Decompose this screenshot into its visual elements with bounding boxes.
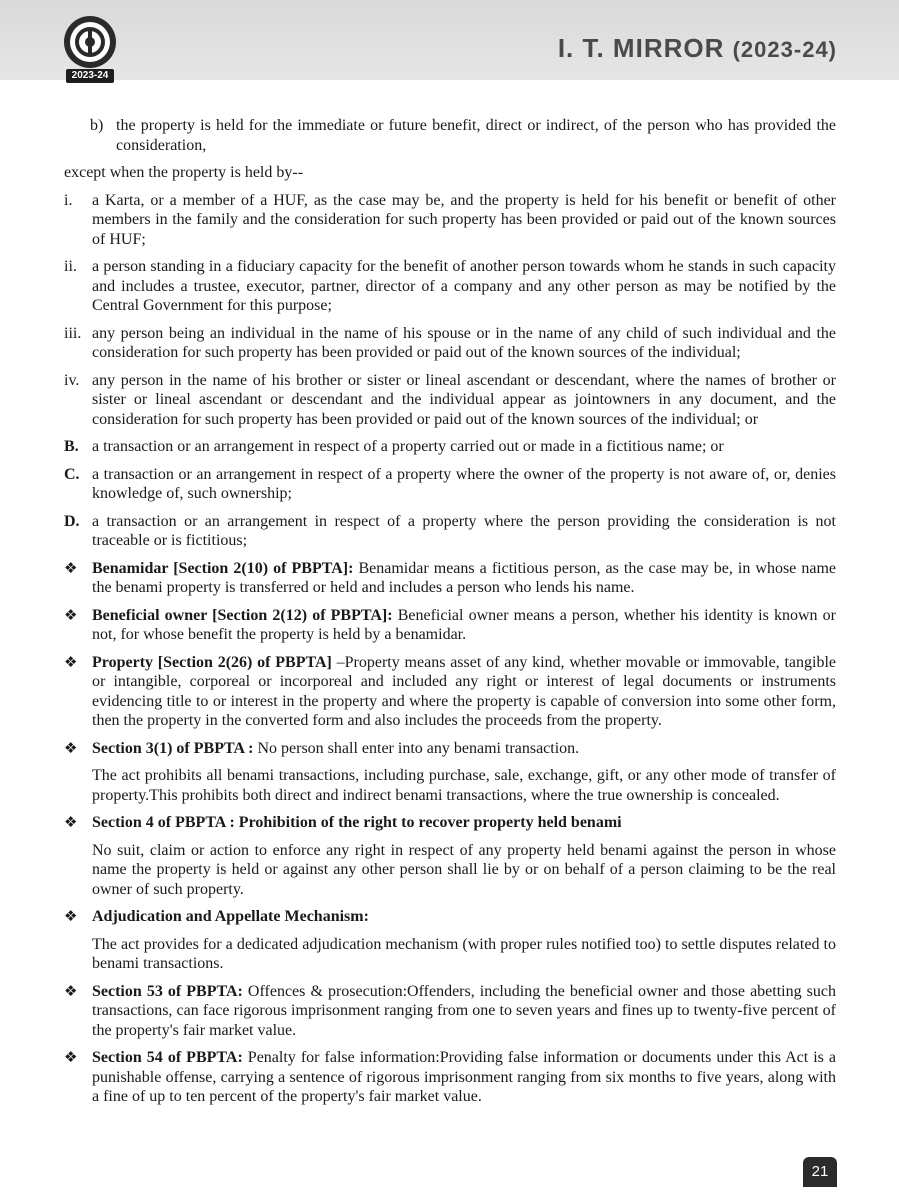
logo-year-badge: 2023-24 [66,69,114,83]
bullet-body: Offences & prosecution:Offenders, including the beneficial owner and those abetting such transactions, can face rigorous imprisonment ranging from one to seven years and fines up to twenty-five percent of the property's fair market value. [92,982,837,1039]
bullet-icon: ❖ [64,738,78,757]
bullet-icon: ❖ [64,1048,78,1066]
bullet-item [64,606,836,645]
bullet-icon: ❖ [64,981,78,1000]
roman-item [64,191,836,250]
page-number: 21 [803,1157,837,1187]
bullet-item [64,1048,836,1107]
item-label: B. [64,438,79,455]
bullet-head: Property [Section 2(26) of PBPTA] [92,653,332,671]
item-text: any person in the name of his brother or sister or lineal ascendant or descendant, where the names of brother or sister or lineal ascendant or descendant and the individual appear as jointowners in any document, and the consideration for such property has been provided or paid out of the known sources of the individual; or [92,371,836,428]
bullet-text [92,982,836,1041]
cap-item [64,437,836,457]
cap-item [64,465,836,504]
bullet-icon: ❖ [64,605,78,624]
bullet-text [92,606,836,645]
bullet-head: Section 53 of PBPTA: [92,982,243,1000]
item-label: i. [64,191,73,209]
item-text: a person standing in a fiduciary capacity for the benefit of another person towards whom he stands in such capacity and includes a trustee, executor, partner, director of a company and any other person as may be notified by the Central Government for this purpose; [92,258,836,314]
page-title [558,33,837,64]
item-label: iv. [64,371,80,389]
except-line: except when the property is held by-- [64,164,304,181]
item-label: ii. [64,258,77,275]
document-body [64,116,836,1115]
bullet-text [92,813,836,833]
bullet-icon: ❖ [64,813,78,831]
item-label: iii. [64,324,82,342]
bullet-head: Section 54 of PBPTA: [92,1049,243,1066]
bullet-head: Section 4 of PBPTA : Prohibition of the right to recover property held benami [92,814,622,831]
bullet-text [92,1048,836,1107]
item-text: any person being an individual in the name of his spouse or in the name of any child of such individual and the consideration for such property has been provided or paid out of the known sources of the individual; [92,324,836,361]
roman-item [64,257,836,316]
bullet-item [64,739,836,759]
item-text: a transaction or an arrangement in respect of a property where the owner of the property is not aware of, or, denies knowledge of, such ownership; [92,465,836,502]
title-text: I. T. MIRROR [557,33,725,63]
bullet-body: –Property means asset of any kind, whether movable or immovable, tangible or intangible, corporeal or incorporeal and included any right or interest of legal documents or instruments evidencing title to or interest in the property and where the property is capable of conversion into some other form, then the property in the converted form and also includes the proceeds from the property. [92,653,836,729]
bullet-item [64,653,836,731]
bullet-item [64,813,836,833]
cap-item [64,512,836,551]
bullet-icon: ❖ [64,558,78,577]
bullet-head: Adjudication and Appellate Mechanism: [92,908,369,925]
bullet-icon: ❖ [64,652,78,671]
bullet-item [64,982,836,1041]
item-text: a transaction or an arrangement in respect of a property carried out or made in a fictitious name; or [92,438,724,455]
bullet-paragraph: The act prohibits all benami transactions, including purchase, sale, exchange, gift, or any other mode of transfer of property.This prohibits both direct and indirect benami transactions, where the true ownership is concealed. [92,767,836,804]
list-item-b [64,116,836,155]
bullet-body: Penalty for false information:Providing false information or documents under this Act is a punishable offense, carrying a sentence of rigorous imprisonment ranging from six months to five years, along with a fine of up to ten percent of the property's fair market value. [92,1049,837,1105]
title-year: (2023-24) [732,37,837,62]
bullet-text [92,653,836,731]
bullet-paragraph: The act provides for a dedicated adjudication mechanism (with proper rules notified too) to settle disputes related to benami transactions. [92,935,836,972]
item-text: a Karta, or a member of a HUF, as the case may be, and the property is held for his benefit or benefit of other members in the family and the consideration for such property has been provided or paid out of the known sources of HUF; [92,191,836,248]
bullet-text [92,559,836,598]
bullet-head: Benamidar [Section 2(10) of PBPTA]: [92,559,354,577]
item-label: D. [64,512,80,530]
publication-logo [60,14,120,84]
item-label: b) [90,117,104,134]
bullet-item [64,559,836,598]
item-text: a transaction or an arrangement in respect of a property where the person providing the consideration is not traceable or is fictitious; [92,512,836,549]
bullet-head: Section 3(1) of PBPTA : [92,739,254,757]
bullet-body: No person shall enter into any benami transaction. [253,739,580,757]
bullet-head: Beneficial owner [Section 2(12) of PBPTA]: [92,606,393,624]
bullet-icon: ❖ [64,907,78,925]
bullet-body: Benamidar means a fictitious person, as the case may be, in whose name the benami property is transferred or held and includes a person who lends his name. [92,559,837,596]
bullet-text [92,907,836,927]
roman-item [64,324,836,363]
bullet-body: Beneficial owner means a person, whether his identity is known or not, for whose benefit the property is held by a benamidar. [92,606,837,643]
bullet-item [64,907,836,927]
seal-icon [60,14,120,72]
item-label: C. [64,465,80,483]
roman-item [64,371,836,430]
item-text: the property is held for the immediate or future benefit, direct or indirect, of the person who has provided the consideration, [116,117,836,154]
bullet-paragraph: No suit, claim or action to enforce any right in respect of any property held benami against the person in whose name the property is held or against any other person shall lie by or on behalf of a person claiming to be the real owner of such property. [92,841,836,898]
bullet-text [92,739,836,759]
